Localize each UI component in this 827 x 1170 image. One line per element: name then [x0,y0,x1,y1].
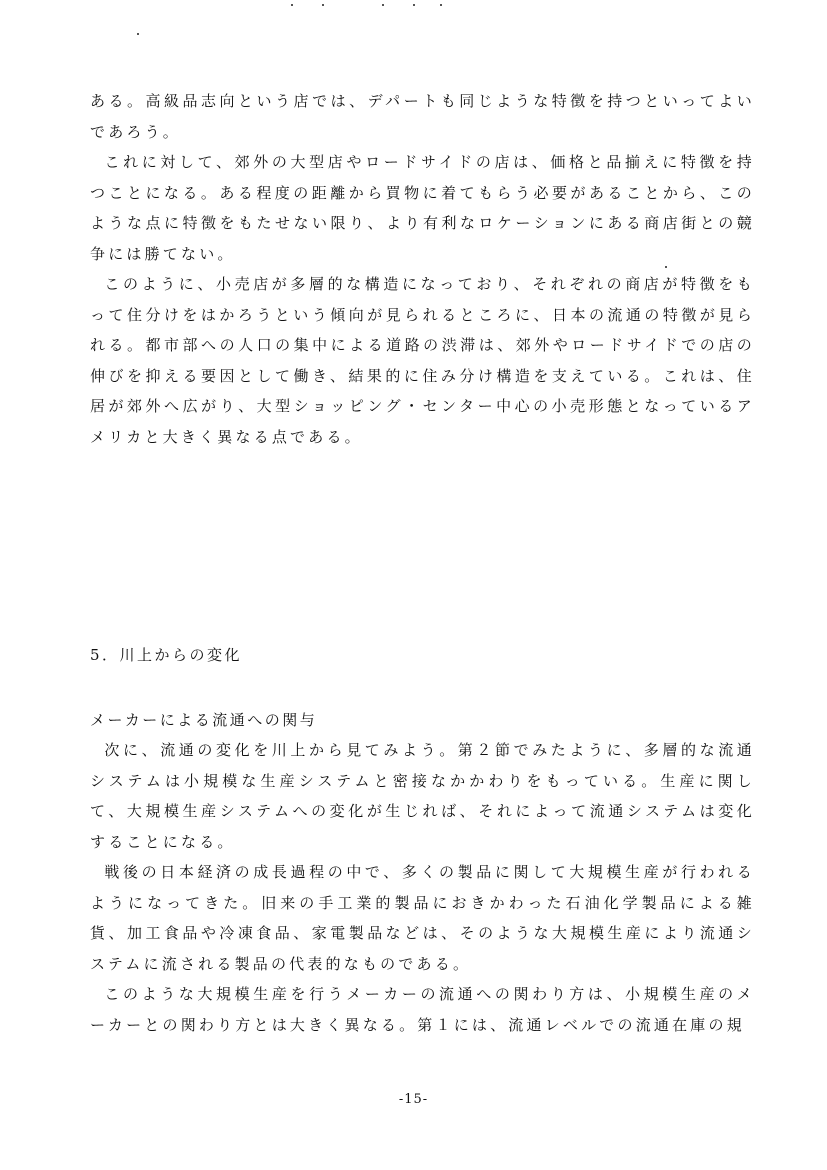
scan-speck [137,33,139,35]
paragraph: 戦後の日本経済の成長過程の中で、多くの製品に関して大規模生産が行われるようになってきた。旧来の手工業的製品におきかわった石油化学製品による雑貨、加工食品や冷凍食品、家電製品などは、そのような大規模生産により流通システムに流される製品の代表的なものである。 [90,863,755,973]
page-number: -15- [398,1092,429,1107]
scan-speck [322,4,324,6]
subheading-block [90,705,755,735]
section-continuation [90,86,755,452]
scan-speck [440,4,442,6]
paragraph: 次に、流通の変化を川上から見てみよう。第２節でみたように、多層的な流通システムは小規模な生産システムと密接なかかわりをもっている。生産に関して、大規模生産システムへの変化が生じれば、それによって流通システムは変化することになる。 [90,741,755,851]
section-heading: 5．川上からの変化 [90,646,243,664]
paragraph: このように、小売店が多層的な構造になっており、それぞれの商店が特徴をもって住分けをはかろうという傾向が見られるところに、日本の流通の特徴が見られる。都市部への人口の集中による道路の渋滞は、郊外やロードサイドでの店の伸びを抑える要因として働き、結果的に住み分け構造を支えている。これは、住居が郊外へ広がり、大型ショッピング・センター中心の小売形態となっているアメリカと大きく異なる点である。 [90,275,755,446]
paragraph: このような大規模生産を行うメーカーの流通への関わり方は、小規模生産のメーカーとの関わり方とは大きく異なる。第１には、流通レベルでの流通在庫の規 [90,985,755,1034]
subsection-heading: メーカーによる流通への関与 [90,711,318,729]
scan-speck [291,4,293,6]
paragraph: ある。高級品志向という店では、デパートも同じような特徴を持つといってよいであろう。 [90,92,755,141]
scan-speck [413,4,415,6]
section-body [90,735,755,1040]
paragraph: これに対して、郊外の大型店やロードサイドの店は、価格と品揃えに特徴を持つことになる。ある程度の距離から買物に着てもらう必要があることから、このような点に特徴をもたせない限り、より有利なロケーションにある商店街との競争には勝てない。 [90,153,755,263]
scan-speck [382,4,384,6]
section-heading-block [90,640,755,670]
